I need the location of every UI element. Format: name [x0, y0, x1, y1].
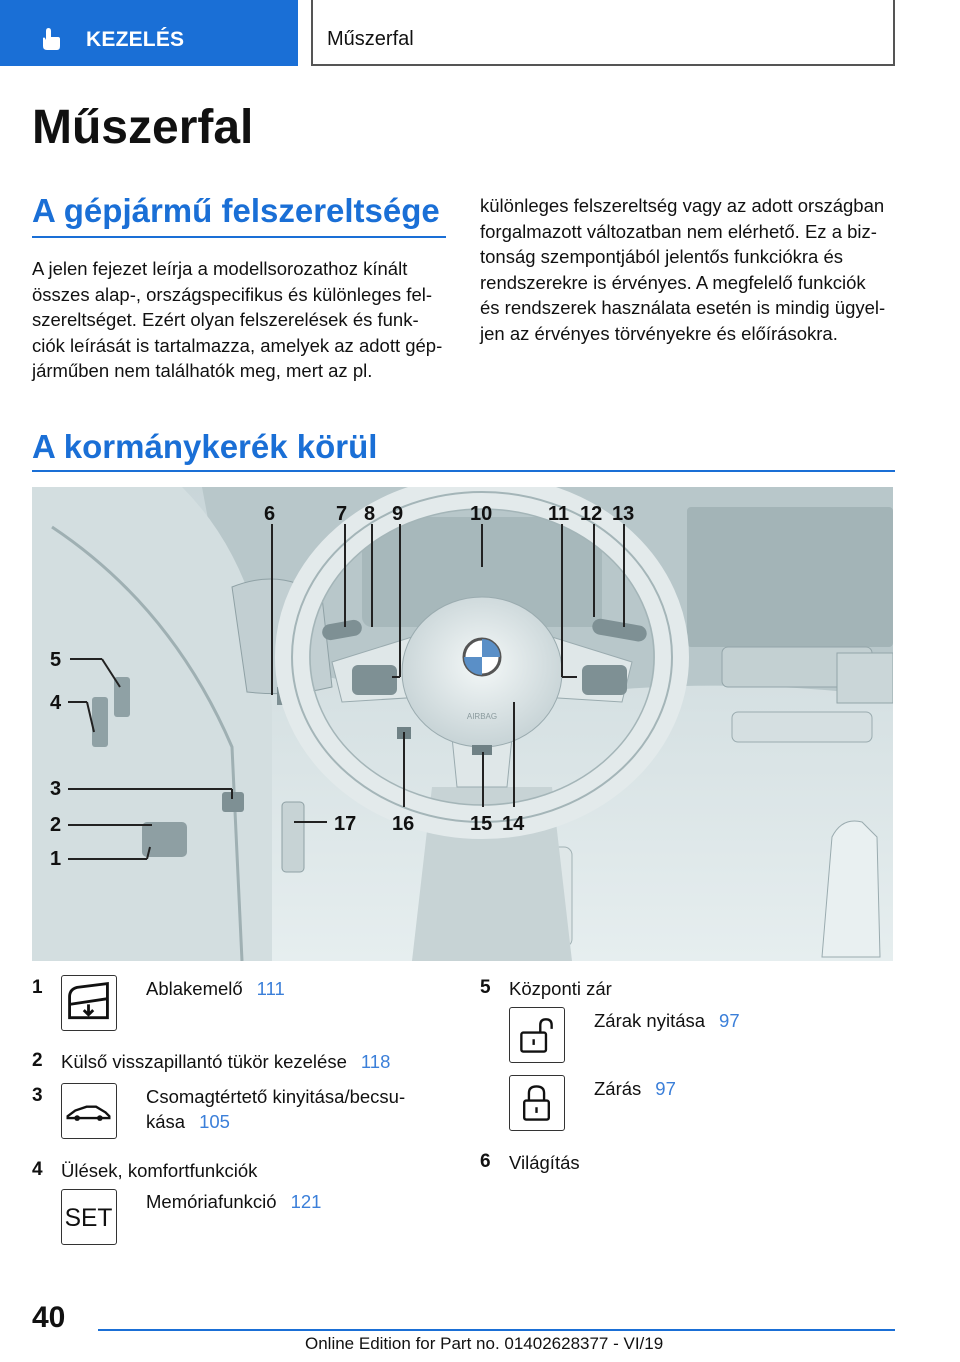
item-label: Központi zár	[509, 978, 612, 999]
lock-icon	[509, 1075, 565, 1131]
page-reference-link[interactable]: 111	[256, 978, 285, 999]
item-label: Zárak nyitása	[594, 1010, 706, 1031]
item-label: Külső visszapillantó tükör kezelése	[61, 1051, 347, 1072]
callout-12: 12	[580, 503, 603, 525]
item-label: Csomagtértető kinyitása/becsu-	[146, 1086, 406, 1107]
page-reference-link[interactable]: 121	[290, 1191, 322, 1212]
text-line: ciók leírását is tartalmazza, amelyek az adott gép-	[32, 334, 443, 356]
callout-1: 1	[50, 848, 62, 870]
airbag-badge: AIRBAG	[466, 712, 498, 721]
dashboard-drawing	[32, 487, 893, 961]
legend-subitem-memory	[146, 1189, 321, 1214]
item-number: 3	[32, 1085, 43, 1106]
callout-13: 13	[612, 503, 635, 525]
intro-paragraph-left	[32, 256, 452, 384]
item-number: 2	[32, 1050, 43, 1071]
footer-rule	[98, 1329, 895, 1331]
section-heading-equipment: A gépjármű felszereltsége	[32, 192, 440, 229]
legend-subitem-unlock	[594, 1008, 740, 1033]
unlock-icon	[509, 1007, 565, 1063]
page-reference-link[interactable]: 105	[199, 1111, 230, 1132]
page-title: Műszerfal	[32, 101, 254, 154]
legend-item-3	[146, 1084, 405, 1134]
header-section-tab	[0, 0, 298, 66]
text-line: tonság szempontjából jelentős funkciókra és	[480, 246, 844, 267]
item-number: 6	[480, 1151, 491, 1172]
callout-16: 16	[392, 813, 415, 835]
header-page-label: Műszerfal	[327, 28, 414, 50]
set-icon-text: SET	[64, 1204, 113, 1232]
page-reference-link[interactable]: 118	[360, 1051, 391, 1072]
section-rule	[32, 236, 446, 238]
header-page-box	[311, 0, 895, 66]
text-line: összes alap-, országspecifikus és különleges fel-	[32, 283, 432, 305]
page-number: 40	[32, 1301, 66, 1334]
item-label: Zárás	[594, 1078, 642, 1099]
item-number: 1	[32, 977, 43, 998]
item-label: kása	[146, 1111, 186, 1132]
legend-item-6	[509, 1150, 580, 1175]
legend-item-4	[61, 1158, 257, 1183]
window-lift-icon	[61, 975, 117, 1031]
page-reference-link[interactable]: 97	[719, 1010, 740, 1031]
callout-4: 4	[50, 692, 62, 714]
callout-17: 17	[334, 813, 357, 835]
text-line: különleges felszereltség vagy az adott országban	[480, 195, 885, 216]
text-line: járműben nem találhatók meg, mert az pl.	[32, 360, 373, 381]
item-label: Ablakemelő	[146, 978, 243, 999]
intro-paragraph-right	[480, 193, 900, 346]
callout-7: 7	[336, 503, 348, 525]
callout-6: 6	[264, 503, 276, 525]
callout-14: 14	[502, 813, 525, 835]
callout-11: 11	[548, 503, 570, 525]
text-line: A jelen fejezet leírja a modellsorozathoz kínált	[32, 258, 408, 279]
item-label: Memóriafunkció	[146, 1191, 277, 1212]
item-number: 4	[32, 1159, 43, 1180]
trunk-icon	[61, 1083, 117, 1139]
callout-10: 10	[470, 503, 493, 525]
section-rule	[32, 470, 895, 472]
legend-subitem-lock	[594, 1076, 676, 1101]
section-heading-steering-wheel: A kormánykerék körül	[32, 428, 378, 465]
callout-15: 15	[470, 813, 493, 835]
callout-5: 5	[50, 649, 62, 671]
dashboard-illustration	[32, 487, 893, 961]
callout-8: 8	[364, 503, 376, 525]
page-reference-link[interactable]: 97	[655, 1078, 676, 1099]
item-label: Világítás	[509, 1152, 580, 1173]
text-line: és rendszerek használata esetén is mindig ügyel-	[480, 297, 886, 318]
header-section-label: KEZELÉS	[86, 28, 185, 51]
legend-item-1	[146, 976, 285, 1001]
callout-9: 9	[392, 503, 404, 525]
callout-3: 3	[50, 778, 62, 800]
text-line: szereltséget. Ezért olyan felszerelések és funk-	[32, 309, 419, 330]
hand-pointer-icon	[38, 26, 64, 52]
legend-item-2	[61, 1049, 390, 1074]
footer-edition: Online Edition for Part no. 01402628377 - VI/19	[305, 1334, 664, 1353]
text-line: forgalmazott változatban nem elérhető. Ez a biz-	[480, 220, 877, 242]
text-line: jen az érvényes törvényekre és előírásokra.	[480, 322, 838, 344]
legend-item-5	[509, 976, 612, 1001]
callout-2: 2	[50, 814, 62, 836]
set-icon	[61, 1189, 117, 1245]
text-line: rendszerekre is érvényes. A megfelelő funkciók	[480, 271, 866, 293]
item-number: 5	[480, 977, 491, 998]
item-label: Ülések, komfortfunkciók	[61, 1160, 258, 1181]
